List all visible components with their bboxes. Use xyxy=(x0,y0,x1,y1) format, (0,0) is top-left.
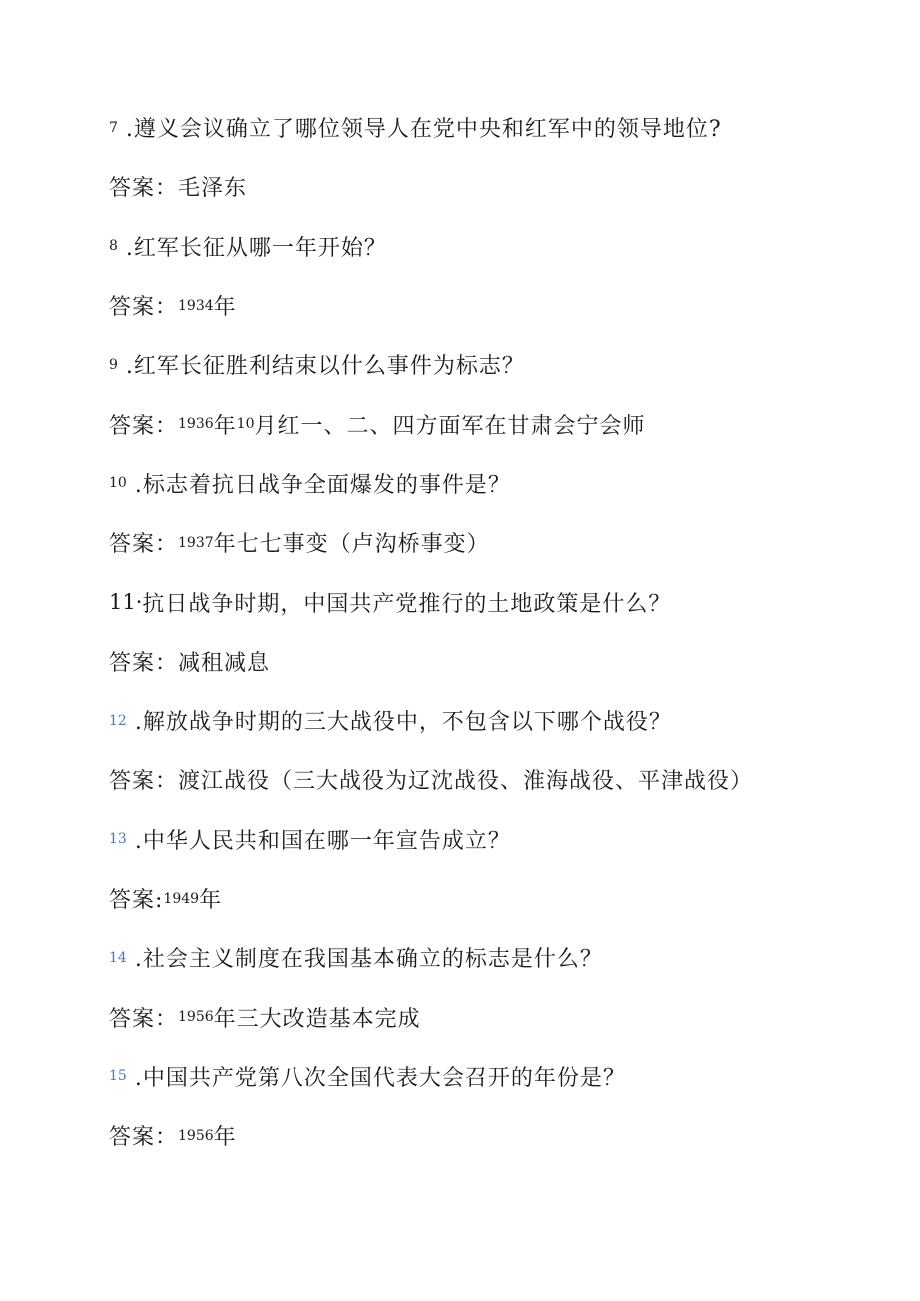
answer-number: 1956 xyxy=(178,1009,214,1026)
answer-number: 1936 xyxy=(178,416,214,433)
question-8 xyxy=(109,217,889,276)
question-text: .社会主义制度在我国基本确立的标志是什么？ xyxy=(134,947,603,973)
question-15 xyxy=(109,1047,889,1106)
answer-8 xyxy=(109,276,889,335)
answer-12 xyxy=(109,750,889,809)
question-13 xyxy=(109,810,889,869)
answer-text: 渡江战役（三大战役为辽沈战役、淮海战役、平津战役） xyxy=(178,769,754,795)
question-number: 14 xyxy=(109,949,127,966)
answer-9 xyxy=(109,394,889,453)
question-text: .中华人民共和国在哪一年宣告成立？ xyxy=(134,828,511,854)
answer-15 xyxy=(109,1106,889,1165)
question-text: .解放战争时期的三大战役中，不包含以下哪个战役？ xyxy=(134,710,672,736)
question-12 xyxy=(109,691,889,750)
answer-13 xyxy=(109,869,889,928)
answer-label: 答案： xyxy=(109,295,179,321)
answer-label: 答案： xyxy=(109,1125,179,1151)
answer-number: 10 xyxy=(236,416,255,433)
question-11 xyxy=(109,572,889,631)
question-number: 10 xyxy=(109,475,127,492)
answer-number: 1949 xyxy=(163,890,200,907)
answer-number: 1937 xyxy=(178,534,214,551)
answer-label: 答案： xyxy=(109,413,179,439)
question-text: .中国共产党第八次全国代表大会召开的年份是？ xyxy=(134,1065,626,1091)
answer-number: 1956 xyxy=(178,1127,214,1144)
answer-text: 年 xyxy=(199,888,223,913)
question-text: .遵义会议确立了哪位领导人在党中央和红军中的领导地位? xyxy=(125,117,722,143)
answer-text: 年 xyxy=(213,413,237,439)
answer-text: 月红一、二、四方面军在甘肃会宁会师 xyxy=(254,413,646,439)
answer-label: 答案: xyxy=(109,888,164,913)
question-number: 11· xyxy=(109,590,143,615)
question-14 xyxy=(109,928,889,987)
answer-text: 年七七事变（卢沟桥事变） xyxy=(213,532,490,558)
question-number: 9 xyxy=(109,356,118,373)
answer-label: 答案： xyxy=(109,1006,179,1032)
answer-text: 年 xyxy=(213,295,237,321)
question-number: 13 xyxy=(109,831,127,848)
question-text: .红军长征胜利结束以什么事件为标志？ xyxy=(125,354,525,380)
answer-7 xyxy=(109,157,889,216)
question-text: 抗日战争时期，中国共产党推行的土地政策是什么？ xyxy=(142,591,672,617)
answer-label: 答案： xyxy=(109,650,179,676)
answer-number: 1934 xyxy=(178,297,214,314)
answer-label: 答案： xyxy=(109,769,179,795)
answer-14 xyxy=(109,987,889,1046)
answer-10 xyxy=(109,513,889,572)
question-number: 15 xyxy=(109,1068,127,1085)
document-body xyxy=(109,98,889,1165)
question-text: .标志着抗日战争全面爆发的事件是？ xyxy=(134,472,511,498)
question-7 xyxy=(109,98,889,157)
answer-label: 答案： xyxy=(109,532,179,558)
question-10 xyxy=(109,454,889,513)
answer-text: 毛泽东 xyxy=(178,176,248,202)
question-number: 12 xyxy=(109,712,127,729)
question-number: 7 xyxy=(109,119,118,136)
answer-text: 年三大改造基本完成 xyxy=(213,1006,421,1032)
answer-label: 答案： xyxy=(109,176,179,202)
question-number: 8 xyxy=(109,238,118,255)
question-9 xyxy=(109,335,889,394)
answer-11 xyxy=(109,632,889,691)
answer-text: 减租减息 xyxy=(178,650,271,676)
answer-text: 年 xyxy=(213,1125,237,1151)
question-text: .红军长征从哪一年开始？ xyxy=(125,235,387,261)
